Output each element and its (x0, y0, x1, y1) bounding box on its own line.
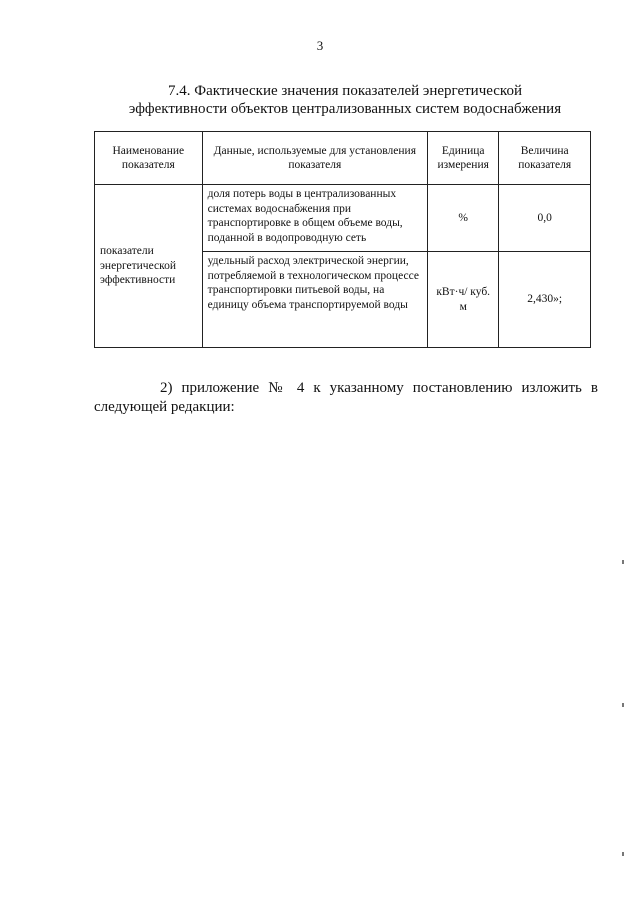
amendment-paragraph: 2) приложение № 4 к указанному постановлению изложить в следующей редакции: (94, 380, 598, 415)
header-value: Величина показателя (499, 132, 591, 185)
page-number: 3 (316, 38, 324, 53)
section-title (90, 82, 600, 118)
table-cell-value: 0,0 (499, 185, 591, 252)
table-cell-data: доля потерь воды в централизованных системах водоснабжения при транспортировке в общем объеме воды, поданной в водопроводную сеть (202, 185, 427, 252)
scan-mark (622, 852, 624, 856)
scan-mark (622, 703, 624, 707)
table-cell-unit: кВт·ч/ куб. м (428, 252, 499, 348)
energy-efficiency-table (94, 131, 591, 348)
table-cell-unit: % (428, 185, 499, 252)
section-title-line-1: 7.4. Фактические значения показателей энергетической (168, 83, 522, 99)
scan-mark (622, 560, 624, 564)
header-unit: Единица измерения (428, 132, 499, 185)
indicator-name-cell: показатели энергетической эффективности (95, 185, 203, 348)
table-cell-data: удельный расход электрической энергии, потребляемой в технологическом процессе транспортировки питьевой воды, на единицу объема транспортируемой воды (202, 252, 427, 348)
table-row (95, 185, 591, 252)
table-header-row (95, 132, 591, 185)
header-source-data: Данные, используемые для установления показателя (202, 132, 427, 185)
header-indicator-name: Наименование показателя (95, 132, 203, 185)
section-title-line-2: эффективности объектов централизованных систем водоснабжения (128, 101, 562, 117)
table-cell-value: 2,430»; (499, 252, 591, 348)
